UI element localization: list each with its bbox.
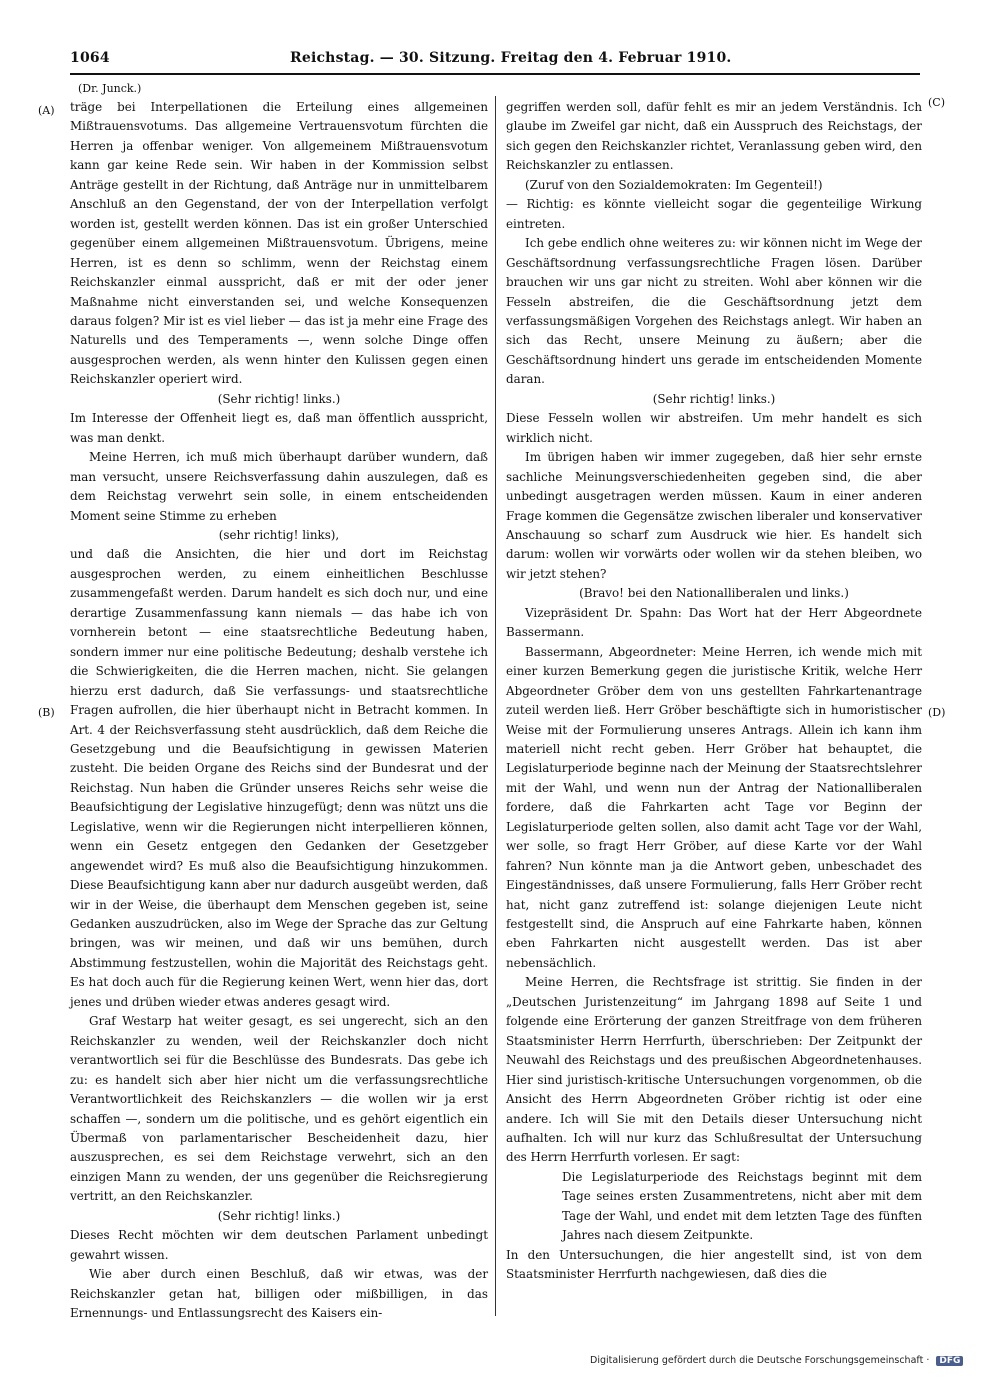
paragraph: — Richtig: es könnte vielleicht sogar die gegenteilige Wirkung eintreten. [506,197,922,231]
paragraph: (Sehr richtig! links.) [217,391,341,406]
footer-text: Digitalisierung gefördert durch die Deutsche Forschungsgemeinschaft · [590,1355,930,1366]
running-head: Reichstag. — 30. Sitzung. Freitag den 4. Februar 1910. [290,50,732,66]
margin-marker-d: (D) [928,706,946,719]
paragraph: Die Legislaturperiode des Reichstags beginnt mit dem Tage seines ersten Zusammentretens, nicht aber mit dem Tage der Wahl, und endet mit dem letzten Tage des fünften Jahres nach diesem Zeitpunkte. [562,1169,922,1243]
paragraph: Ich gebe endlich ohne weiteres zu: wir können nicht im Wege der Geschäftsordnung verfassungsrechtliche Fragen lösen. Darüber brauchen wir uns gar nicht zu streiten. Wohl aber können wir die Fesseln abstreifen, die die Geschäftsordnung jetzt dem verfassungsmäßigen Vorgehen des Reichstags anlegt. Wir haben an sich das Recht, unsere Meinung zu äußern; aber die Geschäftsordnung hindert uns gerade im entscheidenden Momente daran. [506,236,922,387]
margin-marker-c: (C) [928,96,945,109]
dfg-logo: DFG [936,1356,963,1366]
footer-credit [590,1355,960,1366]
paragraph: (sehr richtig! links), [218,527,340,542]
paragraph: Im übrigen haben wir immer zugegeben, daß hier sehr ernste sachliche Meinungsverschiedenheiten gegeben sind, die aber unbedingt ausgetragen werden müssen. Kaum in einer anderen Frage kommen die Gegensätze zwischen liberaler und konservativer Anschauung so scharf zum Ausdruck wie hier. Es handelt sich darum: wollen wir vorwärts oder wollen wir da stehen bleiben, wo wir jetzt stehen? [506,450,922,581]
paragraph: Diese Fesseln wollen wir abstreifen. Um mehr handelt es sich wirklich nicht. [506,411,922,445]
paragraph: In den Untersuchungen, die hier angestellt sind, ist von dem Staatsminister Herrfurth nachgewiesen, daß dies die [506,1247,922,1282]
margin-marker-a: (A) [38,104,55,117]
page-header [70,50,920,70]
paragraph: Dieses Recht möchten wir dem deutschen Parlament unbedingt gewahrt wissen. [70,1228,488,1262]
paragraph: Bassermann, Abgeordneter: Meine Herren, ich wende mich mit einer kurzen Bemerkung gegen die juristische Kritik, welche Herr Abgeordneter Gröber dem von uns gestellten Fahrkartenantrage zuteil werden ließ. Herr Gröber beschäftigte sich in humoristischer Weise mit der Formulierung unseres Antrags. Allein ich kann ihm materiell nicht recht geben. Herr Gröber hat behauptet, die Legislaturperiode beginne nach der Meinung der Staatsrechtslehrer mit der Wahl, und wenn nun der Antrag der Nationalliberalen fordere, daß die Fahrkarten acht Tage vor Beginn der Legislaturperiode gelten sollen, also damit acht Tage vor der Wahl, wer solle, so fragt Herr Gröber, auf diese Karte vor der Wahl fahren? Nun könnte man ja die Antwort geben, unbeschadet des Eingeständnisses, daß unsere Formulierung, falls Herr Gröber recht hat, nicht ganz zutreffend ist: solange diejenigen Leute nicht festgestellt sind, die Anspruch auf eine Fahrkarte haben, können eben Fahrkarten nicht ausgestellt werden. Das ist aber nebensächlich. [506,644,922,970]
paragraph: (Zuruf von den Sozialdemokraten: Im Gegenteil!) [525,177,823,192]
paragraph: Im Interesse der Offenheit liegt es, daß man öffentlich ausspricht, was man denkt. [70,411,488,445]
right-text-column [506,98,922,1320]
paragraph: (Bravo! bei den Nationalliberalen und links.) [579,586,849,601]
speaker-reference: (Dr. Junck.) [78,82,142,95]
column-divider [495,96,496,1316]
paragraph: Graf Westarp hat weiter gesagt, es sei ungerecht, sich an den Reichskanzler zu wenden, weil der Reichskanzler doch nicht verantwortlich sei für die Beschlüsse des Bundesrats. Das gebe ich zu: es handelt sich aber hier nicht um die verfassungsrechtliche Verantwortlichkeit des Reichskanzlers — die wollen wir ja erst schaffen —, sondern um die politische, und es gehört eigentlich ein Übermaß von parlamentarischer Bescheidenheit dazu, hier auszusprechen, es sei dem Reichstage verwehrt, sich an den einzigen Mann zu wenden, der uns gegenüber die Reichsregierung vertritt, an den Reichskanzler. [70,1014,488,1204]
paragraph: (Sehr richtig! links.) [652,391,776,406]
margin-marker-b: (B) [38,706,55,719]
paragraph: Vizepräsident Dr. Spahn: Das Wort hat der Herr Abgeordnete Bassermann. [506,605,922,640]
paragraph: Meine Herren, ich muß mich überhaupt darüber wundern, daß man versucht, unsere Reichsverfassung dahin auszulegen, daß es dem Reichstag verwehrt sein solle, in einem entscheidenden Moment seine Stimme zu erheben [70,450,488,523]
paragraph: (Sehr richtig! links.) [217,1208,341,1223]
header-rule [70,73,920,75]
paragraph: gegriffen werden soll, dafür fehlt es mir an jedem Verständnis. Ich glaube im Zweifel gar nicht, daß ein Ausspruch des Reichstags, der sich gegen den Reichskanzler richtet, Veranlassung geben wird, den Reichskanzler zu entlassen. [506,100,922,173]
paragraph: Meine Herren, die Rechtsfrage ist strittig. Sie finden in der „Deutschen Juristenzeitung“ im Jahrgang 1898 auf Seite 1 und folgende eine Erörterung der ganzen Streitfrage von dem früheren Staatsminister Herrn Herrfurth, überschrieben: Der Zeitpunkt der Neuwahl des Reichstags und des preußischen Abgeordnetenhauses. Hier sind juristisch-kritische Untersuchungen vorgenommen, ob die Ansicht des Herrn Abgeordneten Gröber richtig ist oder eine andere. Ich will Sie mit den Details dieser Untersuchung nicht aufhalten. Ich will nur kurz das Schlußresultat der Untersuchung des Herrn Herrfurth vorlesen. Er sagt: [506,975,922,1165]
paragraph: Wie aber durch einen Beschluß, daß wir etwas, was der Reichskanzler getan hat, billigen oder mißbilligen, in das Ernennungs- und Entlassungsrecht des Kaisers ein- [70,1267,488,1321]
left-text-column [70,98,488,1321]
page-number: 1064 [70,50,110,66]
paragraph: und daß die Ansichten, die hier und dort im Reichstag ausgesprochen werden, zu einem einheitlichen Beschlusse zusammengefaßt werden. Darum handelt es sich doch nur, und eine derartige Zusammenfassung kann niemals — das habe ich von vornherein betont — eine staatsrechtliche Bedeutung haben, sondern immer nur eine politische Bedeutung; deshalb verstehe ich die Schwierigkeiten, die die Herren machen, nicht. Sie gelangen hierzu erst dadurch, daß Sie verfassungs- und staatsrechtliche Fragen aufrollen, die hier überhaupt nicht in Betracht kommen. In Art. 4 der Reichsverfassung steht ausdrücklich, daß dem Reiche die Gesetzgebung und die Beaufsichtigung in gewissen Materien zusteht. Die beiden Organe des Reichs sind der Bundesrat und der Reichstag. Nun haben die Gründer unseres Reichs sehr weise die Beaufsichtigung der Legislative hinzugefügt; denn was nützt uns die Legislative, wenn wir die Regierungen nicht interpellieren können, wenn ein Gesetz entgegen den Gedanken der Gesetzgeber angewendet wird? Es muß also die Beaufsichtigung hinzukommen. Diese Beaufsichtigung kann aber nur dadurch ausgeübt werden, daß wir in der Weise, die überhaupt dem Menschen gegeben ist, seine Gedanken auszudrücken, also im Wege der Sprache das zur Geltung bringen, was wir meinen, und daß wir uns bemühen, durch Abstimmung festzustellen, wohin die Majorität des Reichstags geht. Es hat doch auch für die Regierung keinen Wert, wenn hier das, dort jenes und drüben wieder etwas anderes gesagt wird. [70,547,488,1009]
paragraph: träge bei Interpellationen die Erteilung eines allgemeinen Mißtrauensvotums. Das allgemeine Vertrauensvotum fürchten die Herren ja offenbar weniger. Von allgemeinem Mißtrauensvotum kann gar keine Rede sein. Wir haben in der Kommission selbst Anträge gestellt in der Richtung, daß Anträge nur in unmittelbarem Anschluß an den Gegenstand, der von der Interpellation verfolgt worden ist, gestellt werden können. Das ist ein großer Unterschied gegenüber einem allgemeinen Mißtrauensvotum. Übrigens, meine Herren, ist es denn so schlimm, wenn der Reichstag einem Reichskanzler einmal ausspricht, daß er mit der oder jener Maßnahme nicht einverstanden sei, und welche Konsequenzen daraus folgen? Mir ist es viel lieber — das ist ja mehr eine Frage des Naturells und des Temperaments —, wenn solche Dinge offen ausgesprochen werden, als wenn hinter den Kulissen gegen einen Reichskanzler operiert wird. [70,100,488,387]
